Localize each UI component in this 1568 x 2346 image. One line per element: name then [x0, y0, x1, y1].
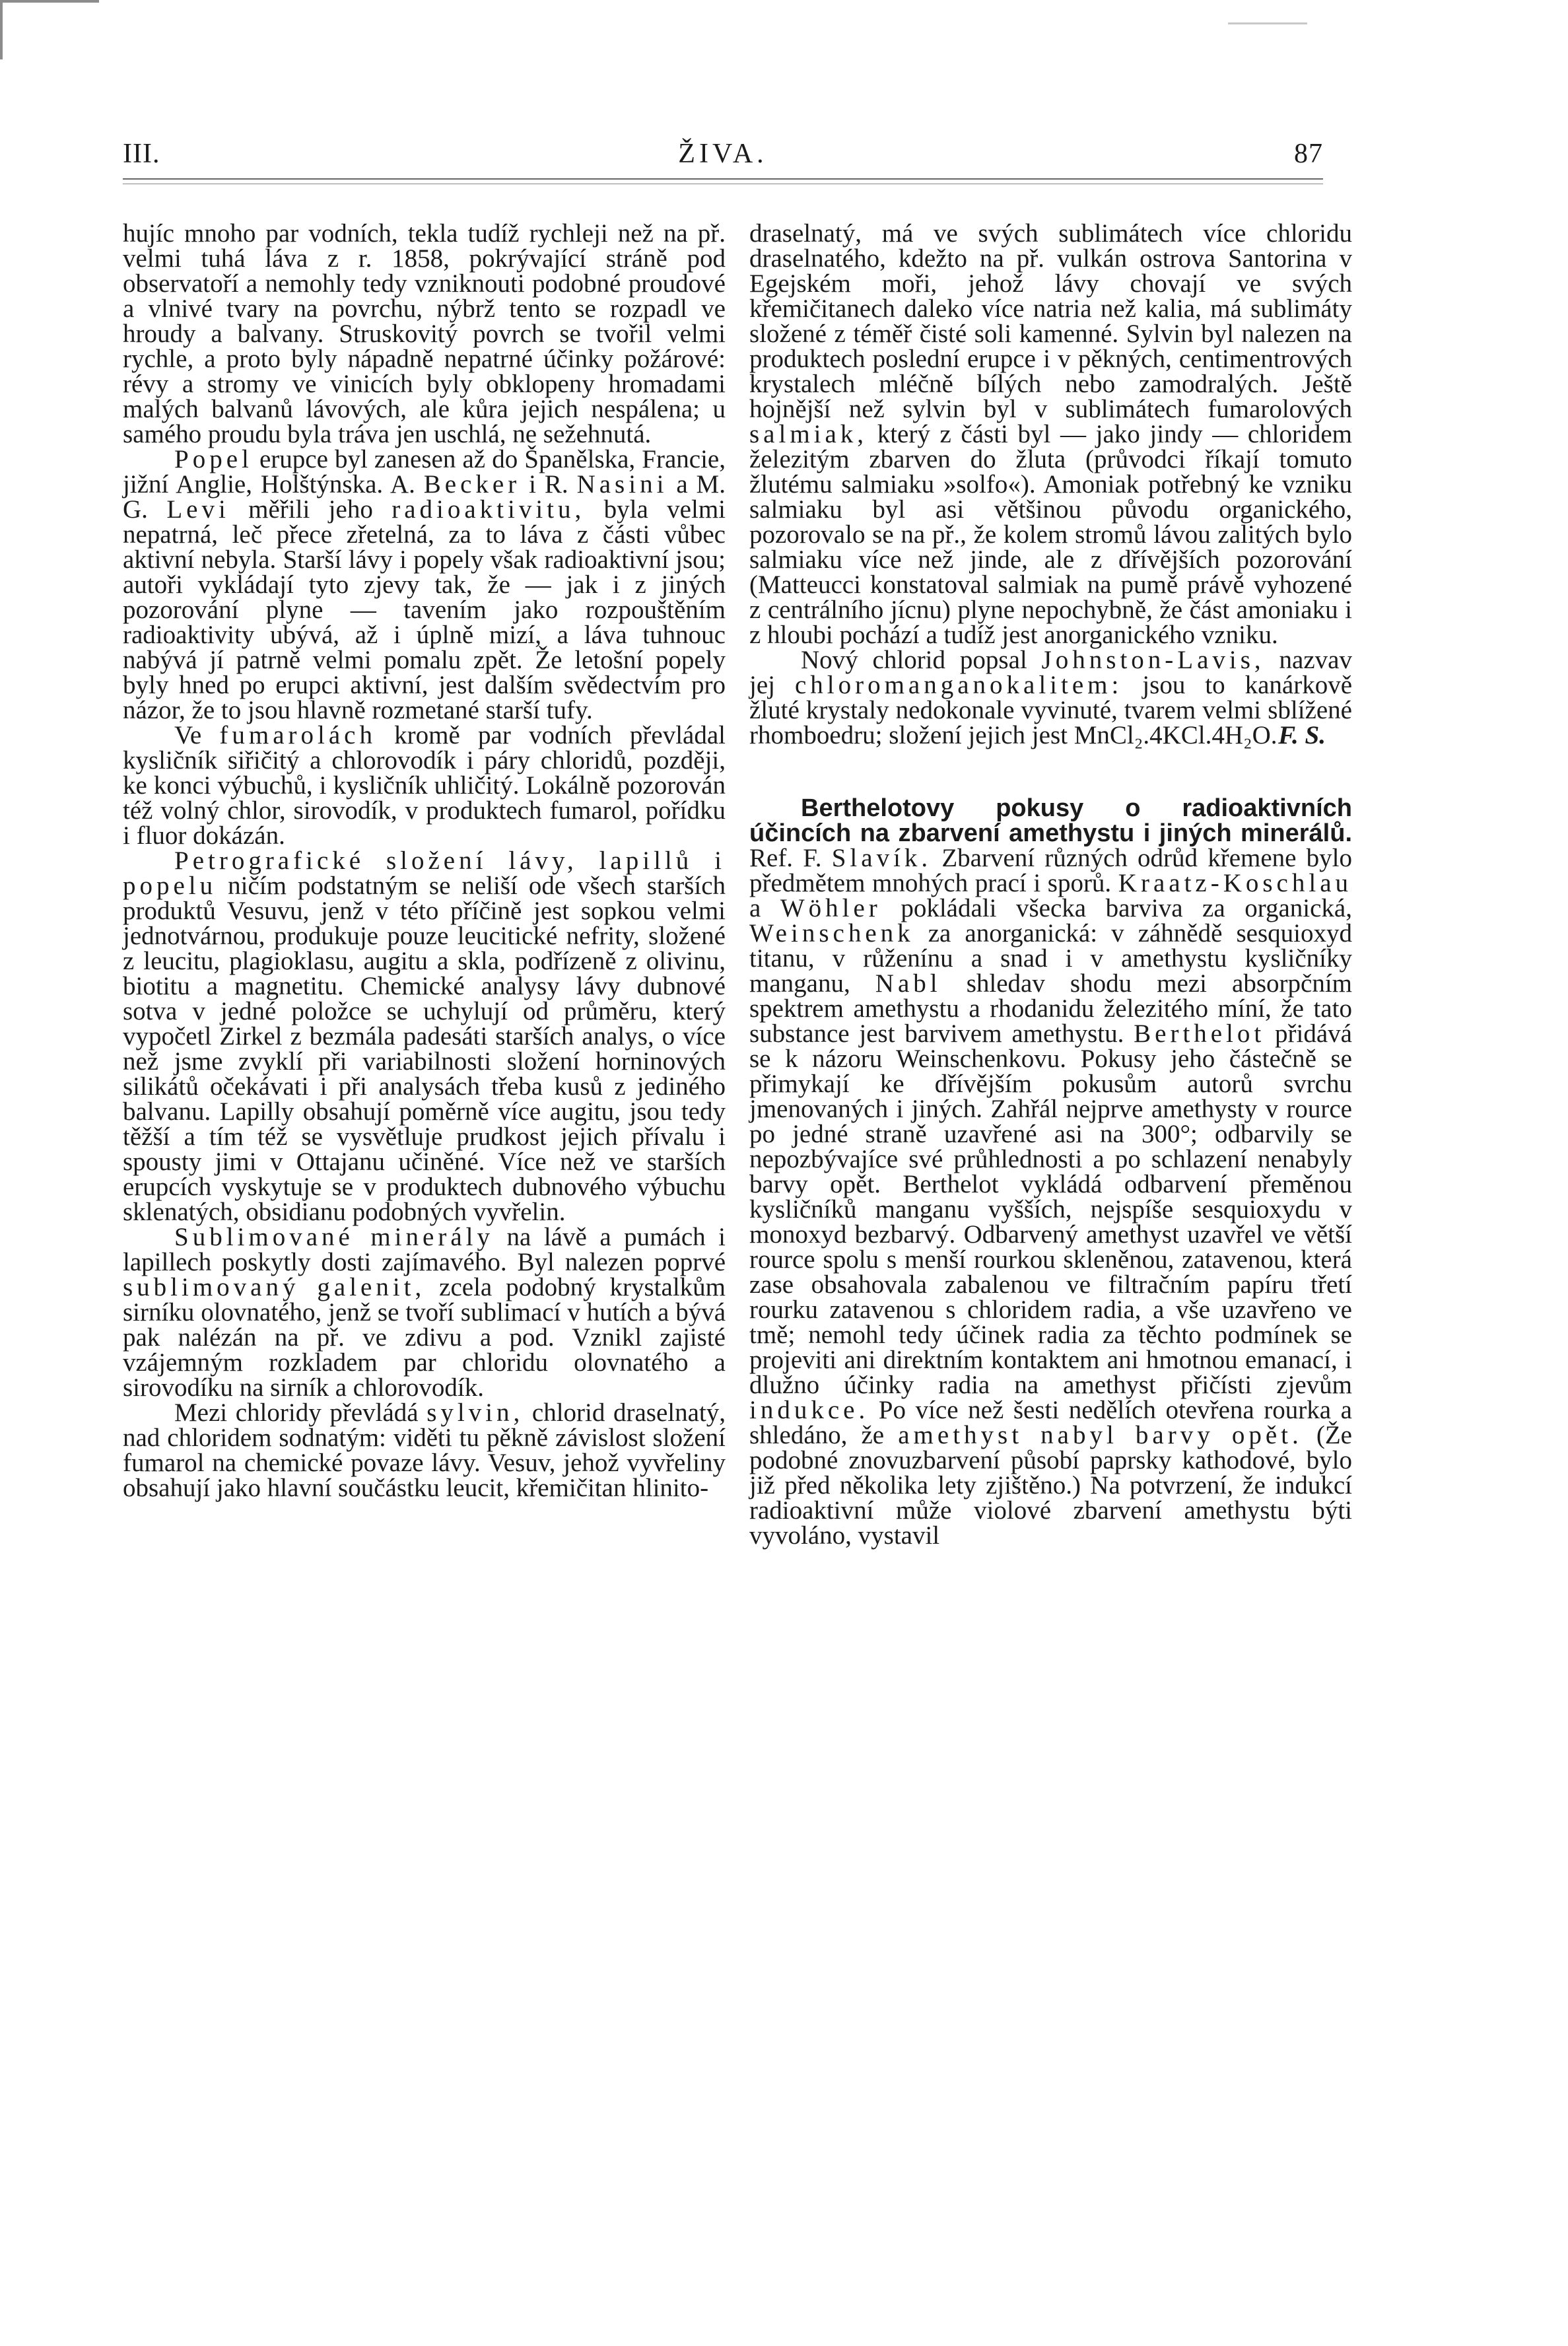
- spaced-term: indukce.: [749, 1396, 869, 1424]
- paragraph: [123, 221, 726, 447]
- spaced-term: fumarolách: [219, 721, 376, 749]
- paragraph: [123, 447, 726, 723]
- text-run: Ref. F.: [749, 844, 832, 872]
- scan-edge-top-right: [1228, 22, 1307, 24]
- spaced-term: Becker: [423, 470, 521, 499]
- text-run: (Že podobné znovuzbarvení působí paprsky kathodové, bylo již před několika lety zjištěno.) Na potvrzení, že indukcí radioaktivní může violové zbarvení amethystu býti vyvoláno, vystavil: [749, 1421, 1352, 1550]
- text-run: erupce byl zanesen až do Španělska, Francie, jižní Anglie, Holštýnska. A.: [123, 445, 726, 499]
- scan-edge-top-left: [0, 0, 99, 3]
- spaced-term: Slavík.: [831, 844, 932, 872]
- running-header: [123, 137, 1323, 178]
- page-number: 87: [1294, 139, 1323, 169]
- text-run: chlorid draselnatý, nad chloridem sodnatým: viděti tu pěkně závislost složení fumarol na chemické povaze lávy. Vesuv, jehož vyvřeliny obsahují jako hlavní součástku leucit, křemičitan hlinito-: [123, 1398, 726, 1502]
- right-column: [749, 221, 1352, 1548]
- paragraph: [123, 848, 726, 1225]
- spaced-term: Levi: [166, 495, 230, 524]
- scan-edge-left: [0, 0, 3, 59]
- spaced-term: Wöhler: [780, 894, 881, 922]
- volume-number: III.: [123, 139, 160, 169]
- text-run: Ve: [174, 721, 220, 749]
- text-run: Zbarvení různých odrůd křemene bylo předmětem mnohých prací i sporů.: [749, 844, 1352, 897]
- spaced-term: Popel: [174, 445, 253, 473]
- spaced-term: sylvin,: [426, 1398, 524, 1427]
- spaced-term: Johnston-Lavis,: [1041, 646, 1265, 674]
- spaced-term: sublimovaný galenit,: [123, 1273, 426, 1301]
- text-run: za anorganická: v záhnědě sesquioxyd titanu, v růženínu a snad i v amethystu kysličníky manganu,: [749, 919, 1352, 998]
- spaced-term: Nabl: [875, 969, 941, 998]
- text-run: Mezi chloridy převládá: [174, 1398, 427, 1427]
- paragraph: [749, 221, 1352, 648]
- text-run: a: [749, 894, 780, 922]
- left-column: [123, 221, 726, 1501]
- spaced-term: chloromanganokalitem:: [794, 671, 1123, 699]
- text-run: zcela podobný krystalkům sirníku olovnatého, jenž se tvoří sublimací v hutích a bývá pak nalézán na př. ve zdivu a pod. Vznikl zajisté vzájemným rozkladem par chloridu olovnatého a sirovodíku na sirník a chlorovodík.: [123, 1273, 726, 1402]
- text-run: Po více než šesti nedělích otevřena rourka a shledáno, že: [749, 1396, 1352, 1449]
- text-run: i R.: [520, 470, 577, 499]
- text-run: jsou to kanárkově žluté krystaly nedokonale vyvinuté, tvarem velmi sblížené rhomboedru; složení jejich jest MnCl₂.4KCl.4H₂O.: [749, 671, 1353, 749]
- author-signature: F. S.: [1278, 721, 1326, 749]
- text-run: draselnatý, má ve svých sublimátech více chloridu draselnatého, kdežto na př. vulkán ostrova Santorina v Egejském moři, jehož lávy chovají ve svých křemičitanech daleko více natria než kalia, má sublimáty složené z téměř čisté soli kamenné. Sylvin byl nalezen na produktech poslední erupce i v pěkných, centimentrových krystalech mléčně bílých nebo zamodralých. Ještě hojnější než sylvin byl v sublimátech fumarolových: [749, 219, 1352, 423]
- spaced-term: Petrografické složení lávy, lapillů i popelu: [123, 846, 726, 900]
- paragraph: [123, 723, 726, 848]
- spaced-term: Berthelot: [1134, 1019, 1266, 1048]
- paragraph: [123, 1225, 726, 1400]
- text-run: ničím podstatným se neliší ode všech starších produktů Vesuvu, jenž v této příčině jest sopkou velmi jednotvárnou, produkuje pouze leucitické nefrity, složené z leucitu, plagioklasu, augitu a skla, podřízeně z olivinu, biotitu a magnetitu. Chemické analysy lávy dubnové sotva v jedné položce se uchylují od průměru, který vypočetl Zirkel z bezmála padesáti starších analys, o více než jsme zvyklí při variabilnosti složení horninových silikátů očekávati i při analysách třeba kusů z jediného balvanu. Lapilly obsahují poměrně více augitu, jsou tedy těžší a tím též se vysvětluje prudkost jejich přívalu i spousty jimi v Ottajanu učiněné. Více než ve starších erupcích vyskytuje se v produktech dubnového výbuchu sklenatých, obsidianu podobných vyvřelin.: [123, 872, 726, 1226]
- spaced-term: Kraatz-Koschlau: [1118, 869, 1352, 897]
- text-run: Nový chlorid popsal: [801, 646, 1042, 674]
- text-run: hujíc mnoho par vodních, tekla tudíž rychleji než na př. velmi tuhá láva z r. 1858, pokrývající stráně pod observatoří a nemohly tedy vzniknouti podobné proudové a vlnivé tvary na povrchu, nýbrž tento se rozpadl ve hroudy a balvany. Struskovitý povrch se tvořil velmi rychle, a proto byly nápadně nepatrné účinky požárové: révy a stromy ve vinicích byly obklopeny hromadami malých balvanů lávových, ale kůra jejich nespálena; u samého proudu byla tráva jen uschlá, ne sežehnutá.: [123, 219, 726, 448]
- text-run: nazvav jej: [749, 646, 1352, 699]
- text-run: byla velmi nepatrná, leč přece zřetelná, za to láva z části vůbec aktivní nebyla. Starší lávy i popely však radioaktivní jsou; autoři vykládají tyto zjevy tak, že — jak i z jiných pozorování plyne — tavením jako rozpouštěním radioaktivity ubývá, až i úplně mizí, a láva tuhnouc nabývá jí patrně velmi pomalu zpět. Že letošní popely byly hned po erupci aktivní, jest dalším svědectvím pro názor, že to jsou hlavně rozmetané starší tufy.: [123, 495, 726, 724]
- journal-title: ŽIVA.: [678, 139, 768, 169]
- header-rule: [123, 178, 1323, 184]
- paragraph: [749, 648, 1352, 748]
- text-run: měřili jeho: [229, 495, 392, 524]
- spaced-term: salmiak,: [749, 420, 868, 448]
- spaced-term: amethyst nabyl barvy opět.: [898, 1421, 1303, 1449]
- text-run: pokládali všecka barviva za organická,: [881, 894, 1352, 922]
- text-run: na lávě a pumách i lapillech poskytly dosti zajímavého. Byl nalezen poprvé: [123, 1223, 726, 1276]
- article-heading: Berthelotovy pokusy o radioaktivních účincích na zbarvení amethystu i jiných minerálů.: [749, 794, 1352, 847]
- text-run: kromě par vodních převládal kysličník siřičitý a chlorovodík i páry chloridů, později, ke konci výbuchů, i kysličník uhličitý. Lokálně pozorován též volný chlor, sirovodík, v produktech fumarol, pořídku i fluor dokázán.: [123, 721, 726, 850]
- text-run: shledav shodu mezi absorpčním spektrem amethystu a rhodanidu železitého míní, že tato substance jest barvivem amethystu.: [749, 969, 1352, 1048]
- spaced-term: Sublimované minerály: [174, 1223, 494, 1251]
- text-run: který z části byl — jako jindy — chloridem železitým zbarven do žluta (průvodci říkají tomuto žlutému salmiaku »solfo«). Amoniak potřebný ke vzniku salmiaku byl asi většinou původu organického, pozorovalo se na př., že kolem stromů lávou zalitých bylo salmiaku více než jinde, ale z dřívějších pozorování (Matteucci konstatoval salmiak na pumě právě vyhozené z centrálního jícnu) plyne nepochybně, že část amoniaku i z hloubi pochází a tudíž jest anorganického vzniku.: [749, 420, 1352, 649]
- spaced-term: radioaktivitu,: [392, 495, 586, 524]
- spaced-term: Nasini: [576, 470, 668, 499]
- paragraph: [749, 796, 1352, 1548]
- text-run: přidává se k názoru Weinschenkovu. Pokusy jeho částečně se přimykají ke dřívějším pokusům autorů svrchu jmenovaných i jiných. Zahřál nejprve amethysty v rource po jedné straně uzavřené asi na 300°; odbarvily se nepozbývajíce své průhlednosti a po schlazení nenabyly barvy opět. Berthelot vykládá odbarvení přeměnou kysličníků manganu vyšších, nejspíše sesquioxydu v monoxyd bezbarvý. Odbarvený amethyst uzavřel ve větší rource spolu s menší rourkou skleněnou, zatavenou, která zase obsahovala zabalenou ve filtračním papíru třetí rourku zatavenou s chloridem radia, a vše uzavřeno ve tmě; nemohl tedy účinek radia za těchto podmínek se projeviti ani direktním kontaktem ani hmotnou emanací, i dlužno účinky radia na amethyst přičísti zjevům: [749, 1019, 1352, 1399]
- text-run: a M. G.: [123, 470, 726, 524]
- paragraph: [123, 1400, 726, 1501]
- spaced-term: Weinschenk: [749, 919, 914, 948]
